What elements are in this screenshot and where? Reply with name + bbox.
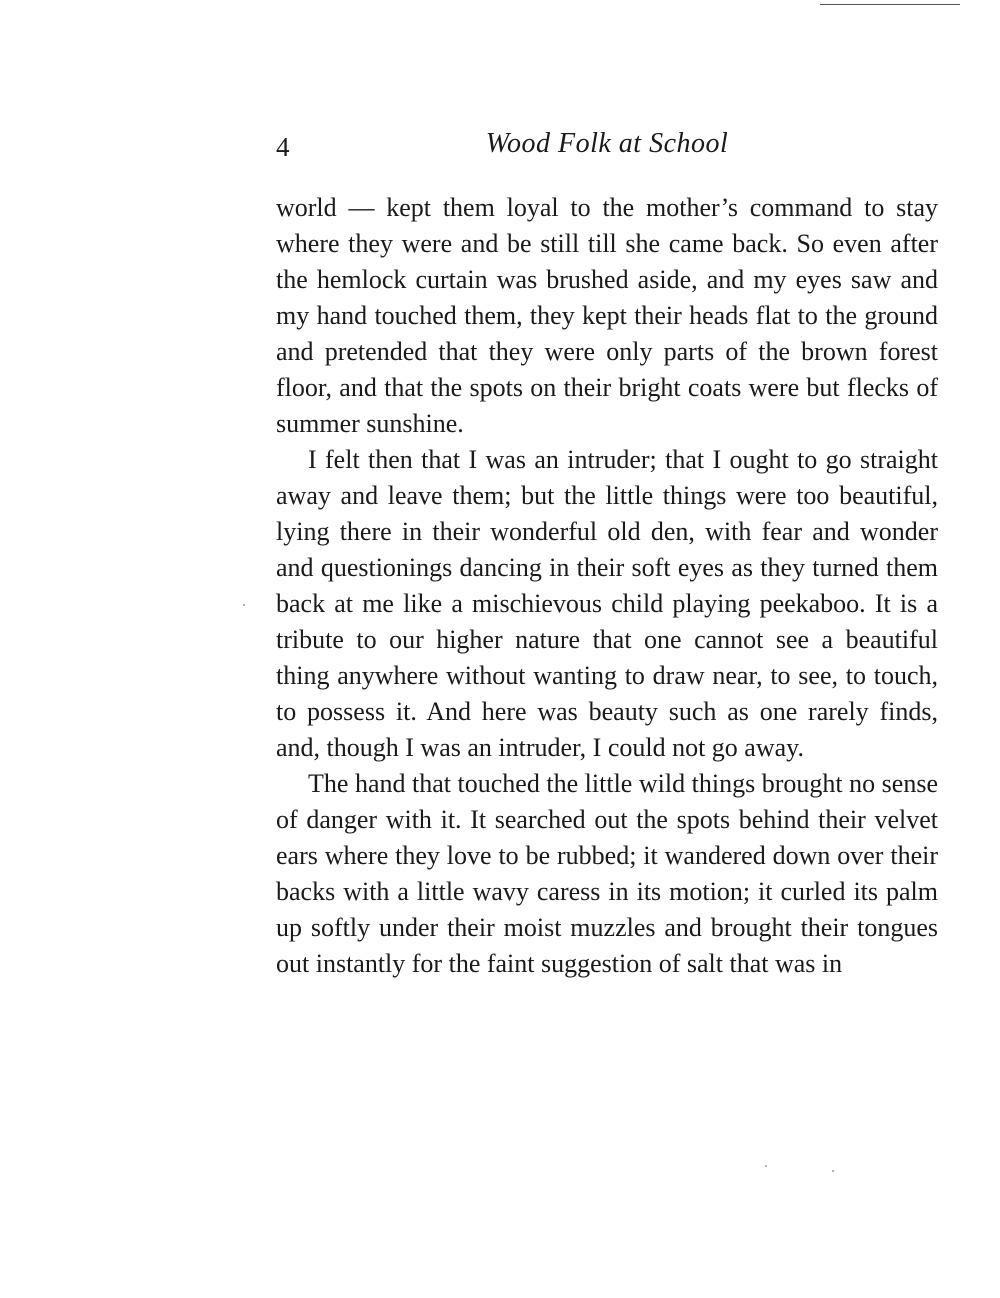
scan-speck	[765, 1165, 767, 1167]
paragraph-2: I felt then that I was an intruder; that I ought to go straight away and leave them; but the little things were too beautiful, lying there in their wonderful old den, with fear and wonder and questionings dancing in their soft eyes as they turned them back at me like a mischievous child playing peekaboo. It is a tribute to our higher nature that one cannot see a beautiful thing anywhere without wanting to draw near, to see, to touch, to possess it. And here was beauty such as one rarely finds, and, though I was an intruder, I could not go away.	[276, 445, 938, 762]
top-rule	[820, 4, 960, 5]
body-text	[276, 190, 938, 982]
paragraph-3: The hand that touched the little wild things brought no sense of danger with it. It searched out the spots behind their velvet ears where they love to be rubbed; it wandered down over their backs with a little wavy caress in its motion; it curled its palm up softly under their moist muzzles and brought their tongues out instantly for the faint suggestion of salt that was in	[276, 769, 938, 978]
page-header	[276, 128, 938, 168]
paragraph-1: world — kept them loyal to the mother’s command to stay where they were and be still till she came back. So even after the hemlock curtain was brushed aside, and my eyes saw and my hand touched them, they kept their heads flat to the ground and pretended that they were only parts of the brown forest floor, and that the spots on their bright coats were but flecks of summer sunshine.	[276, 193, 938, 438]
page-number: 4	[276, 132, 290, 162]
scan-speck	[243, 604, 245, 606]
scan-speck	[832, 1170, 834, 1172]
running-title: Wood Folk at School	[485, 128, 729, 159]
